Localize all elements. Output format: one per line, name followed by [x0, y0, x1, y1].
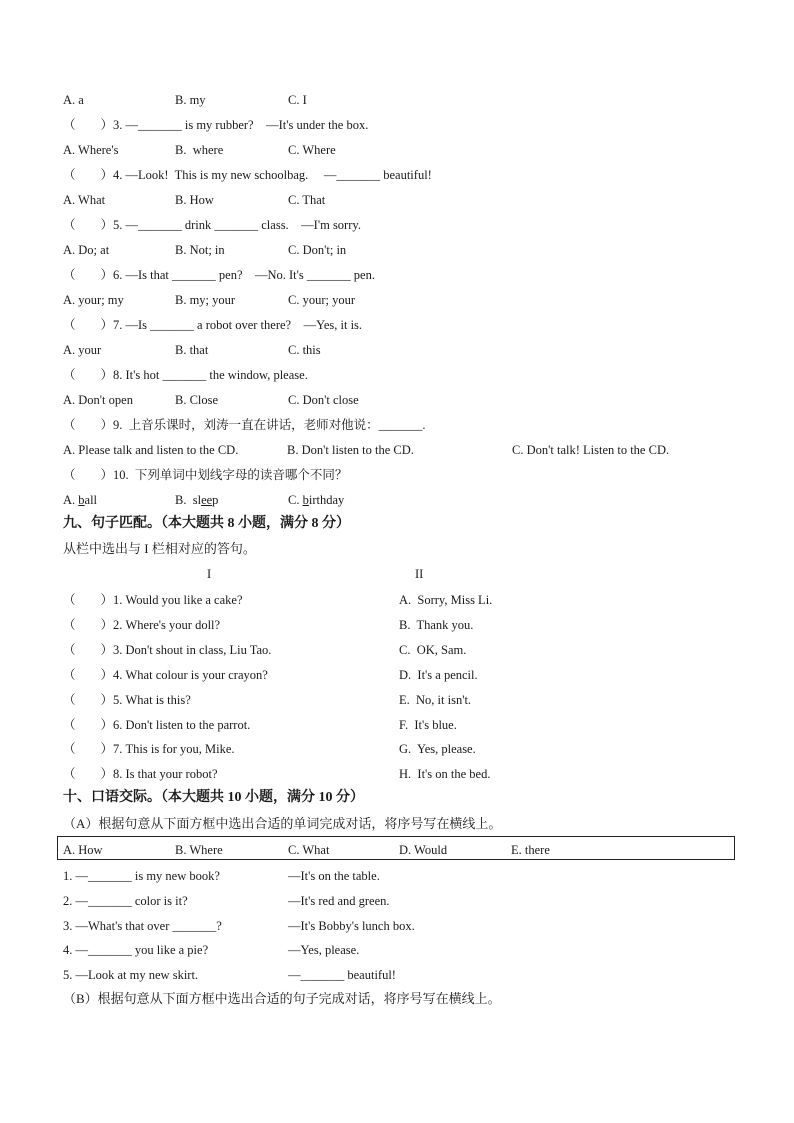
match-right-item: D. It's a pencil.	[399, 668, 478, 682]
dialogue-question: 1. —_______ is my new book?	[63, 869, 220, 883]
question-stem: （ ）8. It's hot _______ the window, please.	[63, 368, 308, 382]
option-b: B. that	[175, 343, 209, 357]
match-left-item: （ ）7. This is for you, Mike.	[63, 742, 235, 756]
match-right-item: F. It's blue.	[399, 718, 457, 732]
word-bank-item: E. there	[511, 843, 550, 857]
dialogue-answer: —_______ beautiful!	[288, 968, 396, 982]
option-b: B. How	[175, 193, 214, 207]
underlined-letter: b	[302, 493, 309, 507]
dialogue-answer: —It's red and green.	[288, 894, 390, 908]
option-prefix: A.	[63, 493, 79, 507]
match-right-item: C. OK, Sam.	[399, 643, 467, 657]
question-stem: （ ）9. 上音乐课时，刘涛一直在讲话，老师对他说：_______.	[63, 418, 426, 432]
dialogue-answer: —Yes, please.	[288, 943, 360, 957]
option-c: C. Don't; in	[288, 243, 347, 257]
match-right-item: A. Sorry, Miss Li.	[399, 593, 493, 607]
dialogue-answer: —It's Bobby's lunch box.	[288, 919, 415, 933]
underlined-letter: ee	[201, 493, 213, 507]
word-bank-item: D. Would	[399, 843, 448, 857]
option-a: A. Please talk and listen to the CD.	[63, 443, 239, 457]
option-c: C. Where	[288, 143, 336, 157]
dialogue-question: 5. —Look at my new skirt.	[63, 968, 199, 982]
option-c: C. your; your	[288, 293, 356, 307]
option-a	[63, 492, 97, 508]
column-i-header: I	[207, 567, 212, 581]
option-a: A. What	[63, 193, 106, 207]
section-9-instruction: 从栏中选出与 I 栏相对应的答句。	[63, 541, 256, 556]
match-left-item: （ ）4. What colour is your crayon?	[63, 668, 268, 682]
option-b: B. my; your	[175, 293, 236, 307]
option-b: B. my	[175, 93, 206, 107]
option-c: C. Don't close	[288, 393, 359, 407]
match-left-item: （ ）8. Is that your robot?	[63, 767, 218, 781]
dialogue-answer: —It's on the table.	[288, 869, 380, 883]
option-rest: irthday	[308, 493, 345, 507]
match-left-item: （ ）5. What is this?	[63, 693, 191, 707]
word-bank-item: C. What	[288, 843, 330, 857]
option-a: A. Don't open	[63, 393, 133, 407]
section-10-title: 十、口语交际。（本大题共 10 小题，满分 10 分）	[63, 790, 364, 805]
option-c: C. Don't talk! Listen to the CD.	[512, 443, 670, 457]
option-rest: p	[212, 493, 219, 507]
question-stem: （ ）4. —Look! This is my new schoolbag. —_______ beautiful!	[63, 168, 432, 182]
dialogue-question: 2. —_______ color is it?	[63, 894, 188, 908]
section-9-title: 九、句子匹配。（本大题共 8 小题，满分 8 分）	[63, 516, 350, 531]
dialogue-question: 4. —_______ you like a pie?	[63, 943, 209, 957]
question-stem: （ ）6. —Is that _______ pen? —No. It's _______ pen.	[63, 268, 375, 282]
match-left-item: （ ）1. Would you like a cake?	[63, 593, 243, 607]
match-right-item: B. Thank you.	[399, 618, 474, 632]
option-c: C. That	[288, 193, 326, 207]
word-bank-box	[57, 836, 735, 860]
column-ii-header: II	[415, 567, 424, 581]
part-b-instruction: （B）根据句意从下面方框中选出合适的句子完成对话，将序号写在横线上。	[63, 991, 501, 1006]
option-b: B. where	[175, 143, 224, 157]
option-a: A. your; my	[63, 293, 124, 307]
match-right-item: E. No, it isn't.	[399, 693, 472, 707]
dialogue-question: 3. —What's that over _______?	[63, 919, 222, 933]
word-bank-item: B. Where	[175, 843, 223, 857]
match-left-item: （ ）3. Don't shout in class, Liu Tao.	[63, 643, 272, 657]
option-b	[175, 492, 218, 508]
question-stem: （ ）7. —Is _______ a robot over there? —Yes, it is.	[63, 318, 363, 332]
option-rest: all	[84, 493, 98, 507]
match-left-item: （ ）6. Don't listen to the parrot.	[63, 718, 251, 732]
option-c: C. this	[288, 343, 321, 357]
option-prefix: B. sl	[175, 493, 202, 507]
match-right-item: G. Yes, please.	[399, 742, 476, 756]
part-a-instruction: （A）根据句意从下面方框中选出合适的单词完成对话，将序号写在横线上。	[63, 816, 502, 831]
option-c: C. I	[288, 93, 307, 107]
option-a: A. Where's	[63, 143, 119, 157]
option-c	[288, 492, 344, 508]
word-bank-item: A. How	[63, 843, 103, 857]
option-a: A. Do; at	[63, 243, 110, 257]
underlined-letter: b	[78, 493, 85, 507]
option-b: B. Close	[175, 393, 219, 407]
option-b: B. Not; in	[175, 243, 225, 257]
match-right-item: H. It's on the bed.	[399, 767, 491, 781]
question-stem: （ ）3. —_______ is my rubber? —It's under the box.	[63, 118, 369, 132]
question-stem: （ ）10. 下列单词中划线字母的读音哪个不同？	[63, 468, 348, 482]
question-stem: （ ）5. —_______ drink _______ class. —I'm sorry.	[63, 218, 361, 232]
option-a: A. a	[63, 93, 84, 107]
match-left-item: （ ）2. Where's your doll?	[63, 618, 221, 632]
option-a: A. your	[63, 343, 102, 357]
option-b: B. Don't listen to the CD.	[287, 443, 414, 457]
option-prefix: C.	[288, 493, 303, 507]
